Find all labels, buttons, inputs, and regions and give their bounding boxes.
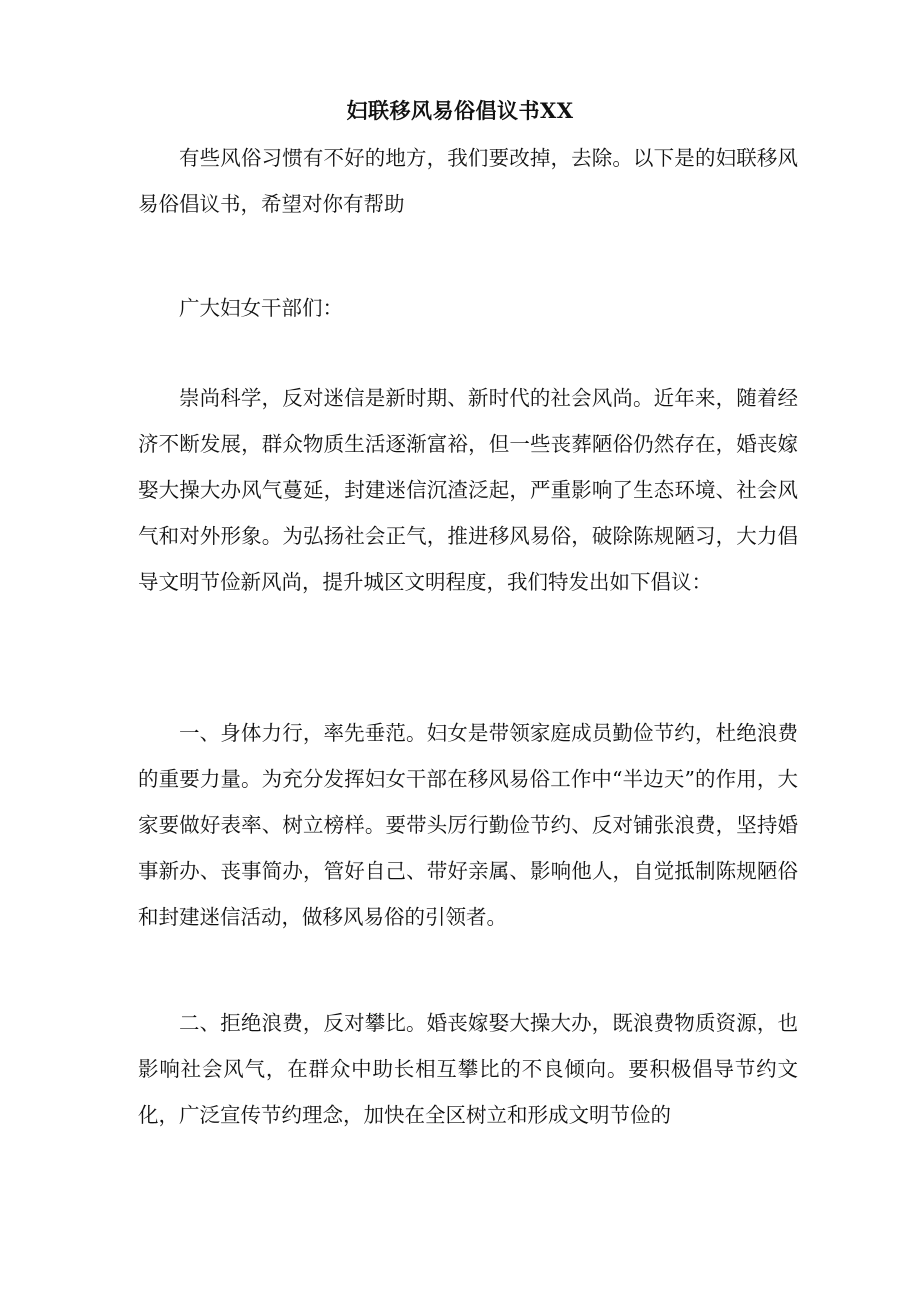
proposal-item-1: 一、身体力行，率先垂范。妇女是带领家庭成员勤俭节约，杜绝浪费的重要力量。为充分发挥妇女干部在移风易俗工作中“半边天”的作用，大家要做好表率、树立榜样。要带头厉行勤俭节约、反对铺张浪费，坚持婚事新办、丧事简办，管好自己、带好亲属、影响他人，自觉抵制陈规陋俗和封建迷信活动，做移风易俗的引领者。	[138, 721, 798, 929]
intro-paragraph: 有些风俗习惯有不好的地方，我们要改掉，去除。以下是的妇联移风易俗倡议书，希望对你有帮助	[138, 146, 798, 216]
proposal-item-2: 二、拒绝浪费，反对攀比。婚丧嫁娶大操大办，既浪费物质资源，也影响社会风气，在群众中助长相互攀比的不良倾向。要积极倡导节约文化，广泛宣传节约理念，加快在全区树立和形成文明节俭的	[138, 1011, 798, 1127]
document-title: 妇联移风易俗倡议书XX	[346, 98, 574, 123]
salutation-paragraph: 广大妇女干部们：	[179, 296, 343, 320]
body-paragraph: 崇尚科学，反对迷信是新时期、新时代的社会风尚。近年来，随着经济不断发展，群众物质生活逐渐富裕，但一些丧葬陋俗仍然存在，婚丧嫁娶大操大办风气蔓延，封建迷信沉渣泛起，严重影响了生态环境、社会风气和对外形象。为弘扬社会正气，推进移风易俗，破除陈规陋习，大力倡导文明节俭新风尚，提升城区文明程度，我们特发出如下倡议：	[138, 386, 798, 594]
